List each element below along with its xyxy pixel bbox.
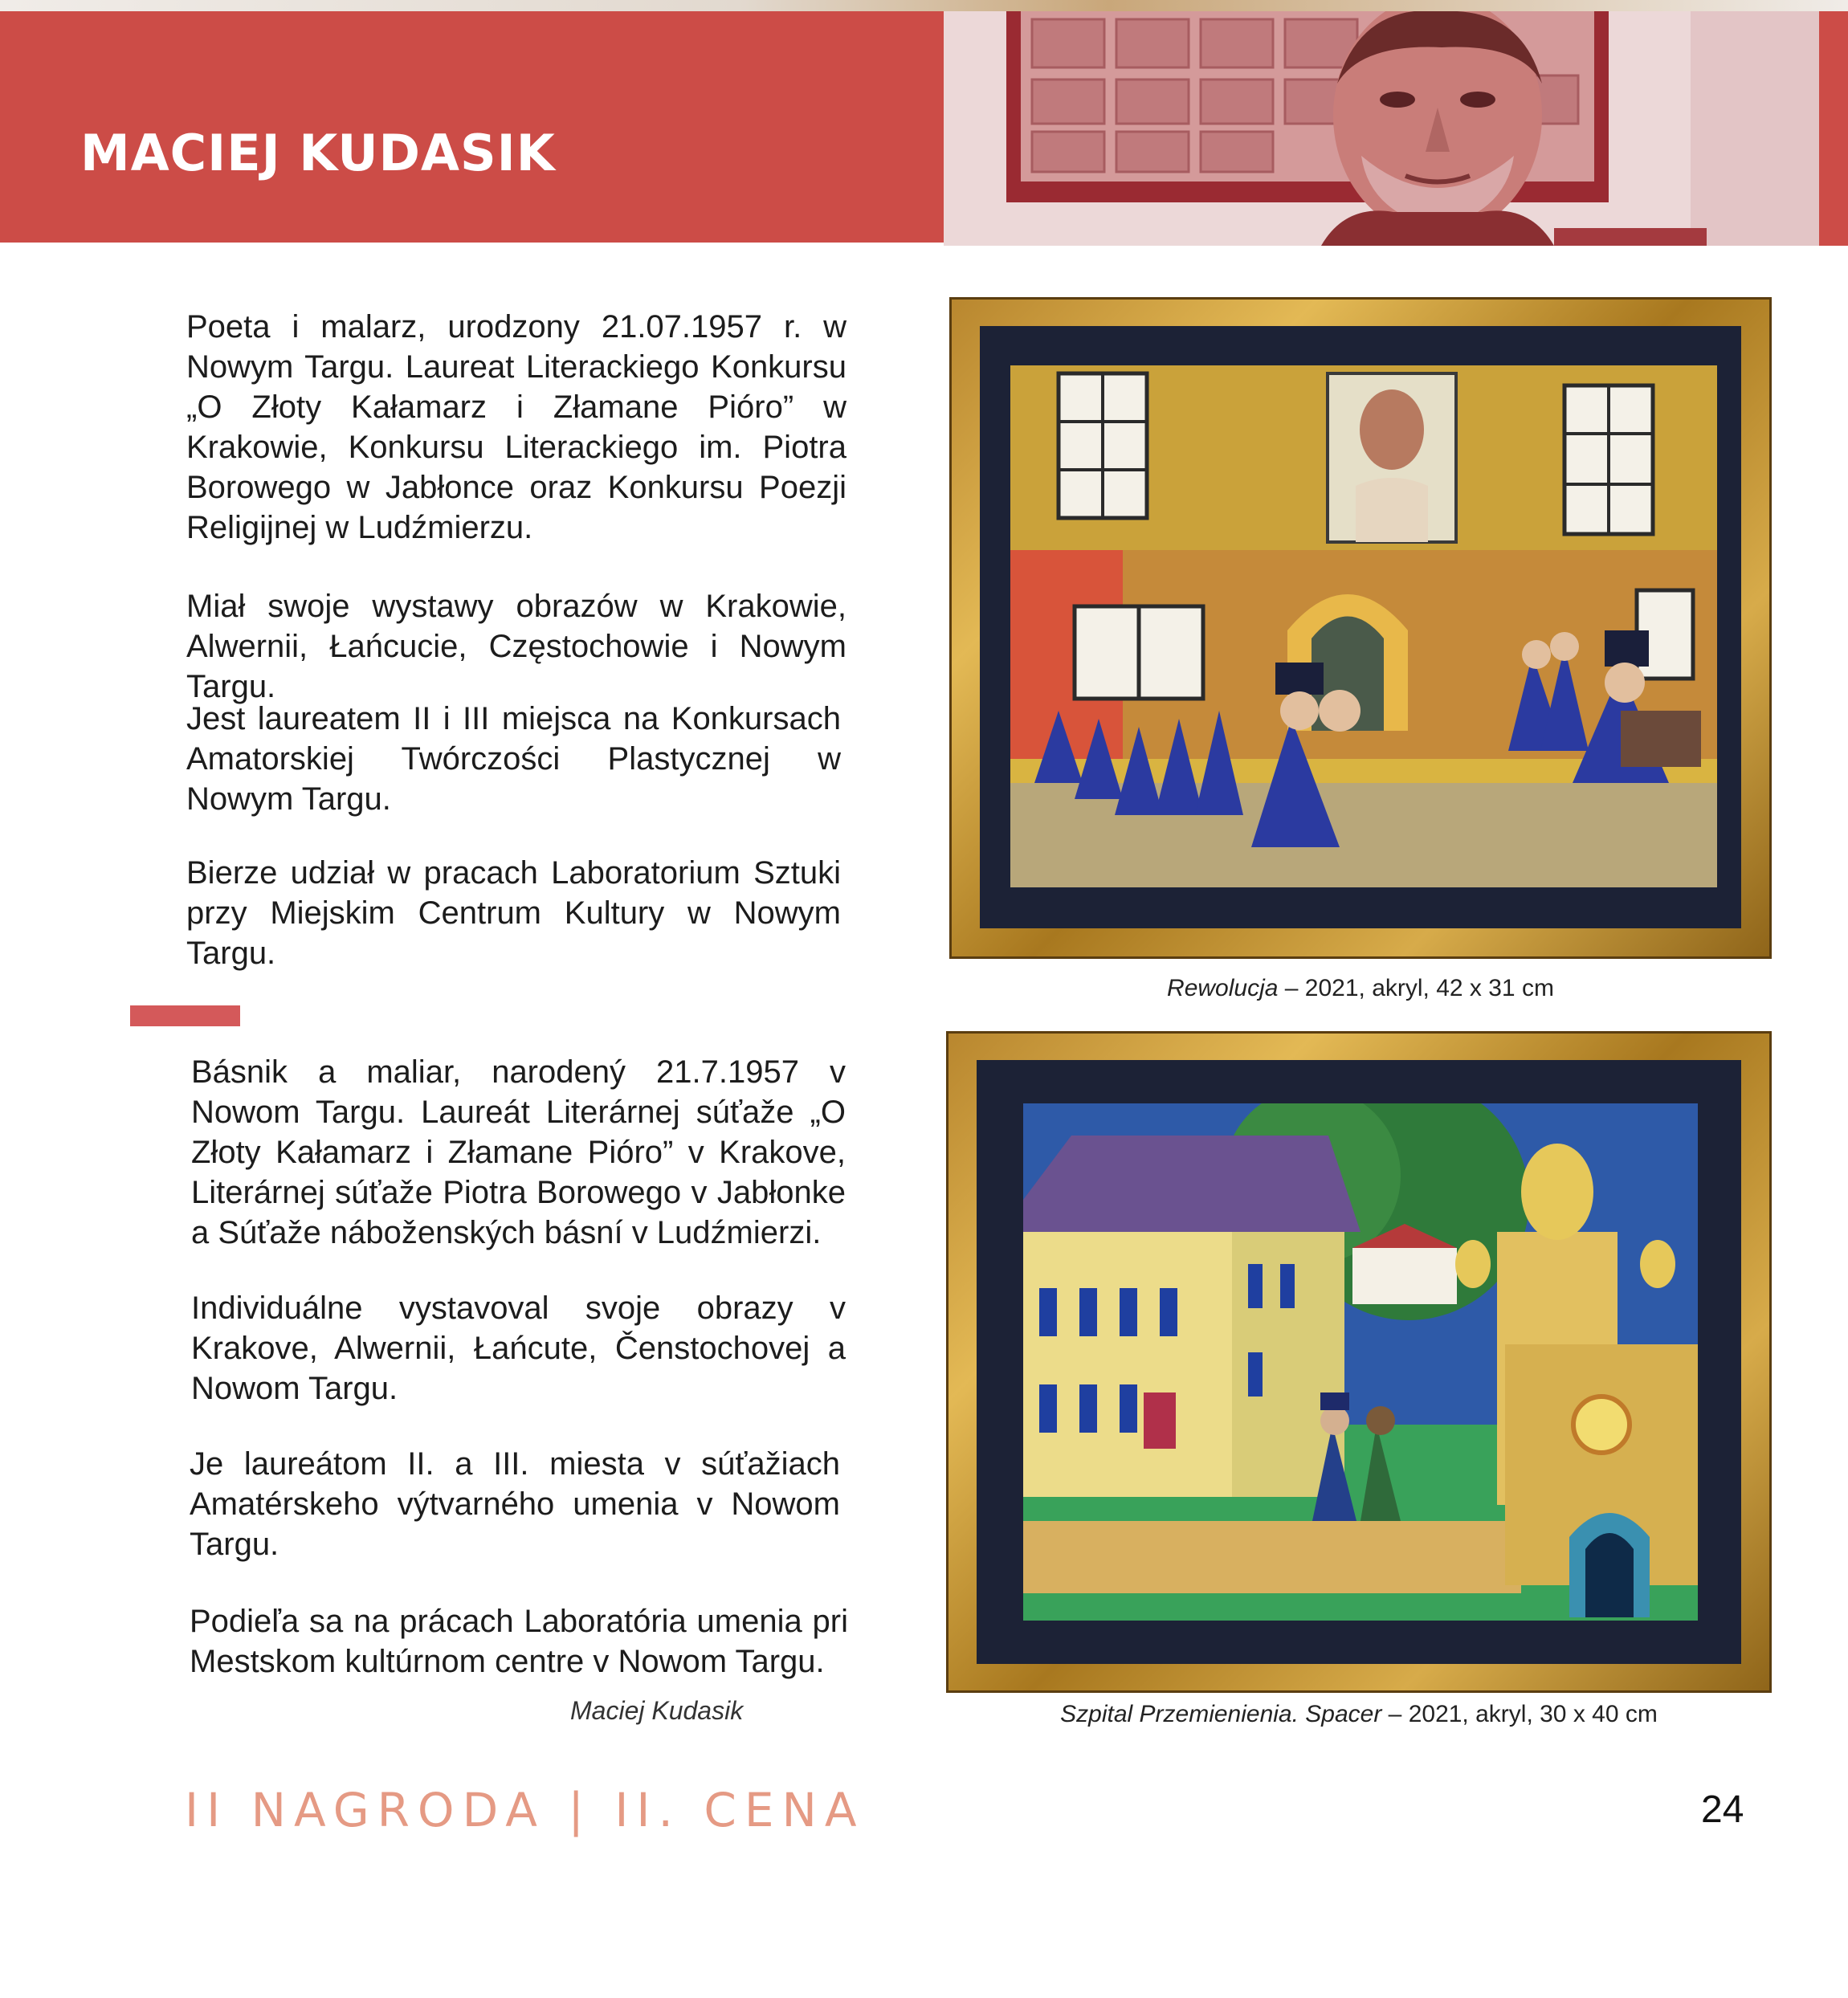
painting-szpital-illustration [1023,1103,1698,1621]
bio-pl-paragraph-1: Poeta i malarz, urodzony 21.07.1957 r. w Nowym Targu. Laureat Literackiego Konkursu „O Złoty Kałamarz i Złamane Pióro” w Krakowie, Konkursu Literackiego im. Piotra Borowego w Jabłonce oraz Konkursu Poezji Religijnej w Ludźmierzu. [186,309,846,545]
top-edge-strip [0,0,1848,11]
bio-slovak [191,1052,846,1253]
page-number: 24 [1701,1788,1744,1831]
bio-pl-paragraph-3: Jest laureatem II i III miejsca na Konkursach Amatorskiej Twórczości Plastycznej w Nowym Targu. [186,701,841,817]
painting-szpital-przemienienia [1023,1103,1698,1621]
painting-rewolucja-illustration [1010,365,1717,887]
artist-name-title: MACIEJ KUDASIK [80,124,556,182]
painting-2-details: – 2021, akryl, 30 x 40 cm [1381,1701,1658,1727]
bio-polish [186,307,846,548]
bio-slovak-exhibitions [191,1288,846,1409]
bio-sk-paragraph-1: Básnik a maliar, narodený 21.7.1957 v Nowom Targu. Laureát Literárnej súťaže „O Złoty Kałamarz i Złamane Pióro” v Krakove, Literárnej súťaže Piotra Borowego v Jabłonke a Súťaže náboženských básní v Ludźmierzi. [191,1054,846,1250]
painting-2-caption [946,1701,1772,1728]
painting-1-title: Rewolucja [1167,975,1279,1001]
bio-slovak-lab [190,1601,848,1682]
painting-2-title: Szpital Przemienienia. Spacer [1060,1701,1382,1727]
bio-polish-lab [186,853,841,973]
bio-sk-paragraph-3: Je laureátom II. a III. miesta v súťažiach Amatérskeho výtvarného umenia v Nowom Targu. [190,1446,840,1562]
bio-sk-paragraph-2: Individuálne vystavoval svoje obrazy v Krakove, Alwernii, Łańcute, Čenstochovej a Nowom Targu. [191,1291,846,1406]
bio-pl-paragraph-4: Bierze udział w pracach Laboratorium Sztuki przy Miejskim Centrum Kultury w Nowym Targu. [186,855,841,971]
bio-polish-awards [186,699,841,819]
language-divider-bar [130,1005,240,1026]
painting-1-caption [949,975,1772,1002]
header-band-right-edge [1819,11,1848,246]
signature: Maciej Kudasik [570,1696,744,1725]
bio-pl-paragraph-2: Miał swoje wystawy obrazów w Krakowie, Alwernii, Łańcucie, Częstochowie i Nowym Targu. [186,589,846,704]
header-band [0,11,944,243]
painting-rewolucja [1010,365,1717,887]
bio-slovak-awards [190,1444,840,1564]
award-footer: II NAGRODA | II. CENA [185,1783,865,1837]
portrait-illustration [944,11,1819,246]
artist-portrait-photo [944,11,1819,246]
bio-sk-paragraph-4: Podieľa sa na prácach Laboratória umenia pri Mestskom kultúrnom centre v Nowom Targu. [190,1604,848,1679]
bio-polish-exhibitions [186,586,846,707]
painting-1-details: – 2021, akryl, 42 x 31 cm [1278,975,1554,1001]
